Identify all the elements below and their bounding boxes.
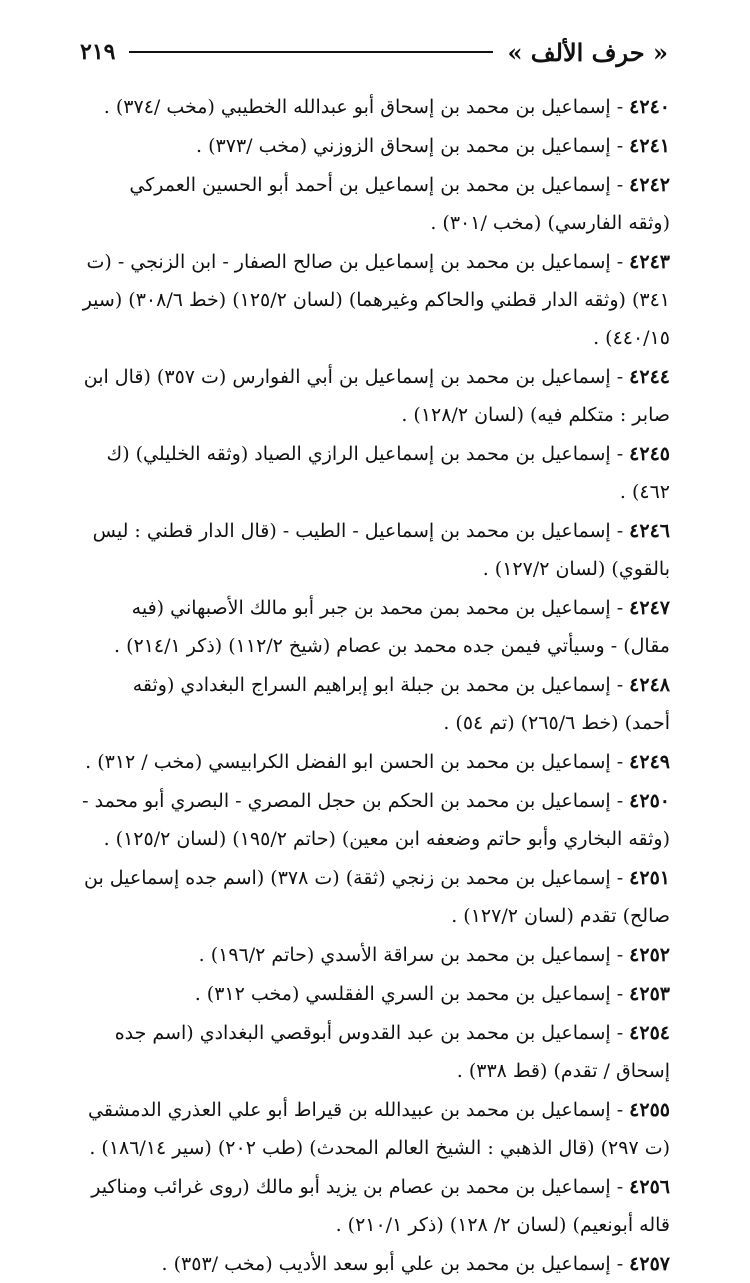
entry-text: - إسماعيل بن محمد بن إسحاق أبو عبدالله الخطيبي (مخب /٣٧٤) .	[103, 96, 624, 118]
entry	[82, 166, 670, 242]
entry	[82, 358, 670, 434]
entry	[82, 936, 670, 974]
entry	[82, 589, 670, 665]
entry-text: - إسماعيل بن محمد بمن محمد بن جبر أبو مالك الأصبهاني (فيه مقال) - وسيأتي فيمن جده محمد بن عصام (شيخ ١١٢/٢) (ذكر ٢١٤/١) .	[114, 597, 670, 657]
entry-text: - إسماعيل بن محمد بن علي أبو سعد الأديب (مخب /٣٥٣) .	[161, 1253, 624, 1275]
entry	[82, 512, 670, 588]
entry-number: ٤٢٥٦	[629, 1176, 670, 1198]
entry	[82, 88, 670, 126]
entry	[82, 127, 670, 165]
entry-number: ٤٢٥٣	[629, 983, 670, 1005]
header-rule	[129, 51, 493, 53]
entry	[82, 1091, 670, 1167]
entry-number: ٤٢٤٦	[629, 520, 670, 542]
entry-text: - إسماعيل بن محمد بن عبيدالله بن قيراط أبو علي العذري الدمشقي (ت ٢٩٧) (قال الذهبي : الشيخ العالم المحدث) (طب ٢٠٢) (سير ١٨٦/١٤) .	[88, 1099, 670, 1159]
entry-text: - إسماعيل بن محمد بن عبد القدوس أبوقصي البغدادي (اسم جده إسحاق / تقدم) (قط ٣٣٨) .	[114, 1022, 670, 1082]
entry	[82, 782, 670, 858]
entry-number: ٤٢٤٧	[629, 597, 670, 619]
entry-text: - إسماعيل بن محمد بن زنجي (ثقة) (ت ٣٧٨) (اسم جده إسماعيل بن صالح) تقدم (لسان ١٢٧/٢) .	[84, 867, 670, 927]
entry	[82, 243, 670, 357]
running-title: « حرف الألف »	[507, 37, 668, 67]
entry	[82, 859, 670, 935]
entry	[82, 1168, 670, 1244]
entry-number: ٤٢٤٨	[629, 674, 670, 696]
entry-number: ٤٢٤٩	[629, 751, 670, 773]
entry-text: - إسماعيل بن محمد بن إسماعيل بن أبي الفوارس (ت ٣٥٧) (قال ابن صابر : متكلم فيه) (لسان ١٢٨/٢) .	[83, 366, 670, 426]
entry-text: - إسماعيل بن محمد بن إسحاق الزوزني (مخب /٣٧٣) .	[196, 135, 624, 157]
entry-text: - إسماعيل بن محمد بن جبلة ابو إبراهيم السراج البغدادي (وثقه أحمد) (خط ٢٦٥/٦) (تم ٥٤) .	[132, 674, 670, 734]
entry	[82, 1245, 670, 1283]
entry-number: ٤٢٤١	[629, 135, 670, 157]
entry-text: - إسماعيل بن محمد بن الحكم بن حجل المصري - البصري أبو محمد - (وثقه البخاري وأبو حاتم وضعفه ابن معين) (حاتم ١٩٥/٢) (لسان ١٢٥/٢) .	[82, 790, 670, 850]
entry-number: ٤٢٤٤	[629, 366, 670, 388]
entry-text: - إسماعيل بن محمد بن عصام بن يزيد أبو مالك (روى غرائب ومناكير قاله أبونعيم) (لسان ٢/ ١٢٨) (ذكر ٢١٠/١) .	[91, 1176, 670, 1236]
entry-number: ٤٢٥١	[629, 867, 670, 889]
entry-text: - إسماعيل بن محمد بن إسماعيل الرازي الصياد (وثقه الخليلي) (ك ٤٦٢) .	[106, 443, 670, 503]
entry-number: ٤٢٤٥	[629, 443, 670, 465]
entry-number: ٤٢٥٢	[629, 944, 670, 966]
entry-text: - إسماعيل بن محمد بن إسماعيل بن أحمد أبو الحسين العمركي (وثقه الفارسي) (مخب /٣٠١) .	[129, 174, 670, 234]
entry-number: ٤٢٥٧	[629, 1253, 670, 1275]
page-header	[80, 34, 668, 70]
entry-text: - إسماعيل بن محمد بن إسماعيل بن صالح الصفار - ابن الزنجي - (ت ٣٤١) (وثقه الدار قطني والحاكم وغيرهما) (لسان ١٢٥/٢) (خط ٣٠٨/٦) (سير ٤٤٠/١٥) .	[82, 251, 670, 349]
entry-text: - إسماعيل بن محمد بن السري الفقلسي (مخب ٣١٢) .	[194, 983, 624, 1005]
entry	[82, 666, 670, 742]
entry	[82, 435, 670, 511]
entry-text: - إسماعيل بن محمد بن الحسن ابو الفضل الكرابيسي (مخب / ٣١٢) .	[85, 751, 624, 773]
entry	[82, 743, 670, 781]
entry-number: ٤٢٥٠	[629, 790, 670, 812]
entry-number: ٤٢٥٥	[629, 1099, 670, 1121]
entry-text: - إسماعيل بن محمد بن سراقة الأسدي (حاتم ١٩٦/٢) .	[198, 944, 624, 966]
entry-list	[82, 88, 670, 1283]
entry-text: - إسماعيل بن محمد بن إسماعيل - الطيب - (قال الدار قطني : ليس بالقوي) (لسان ١٢٧/٢) .	[92, 520, 670, 580]
entry-number: ٤٢٤٢	[629, 174, 670, 196]
entry-number: ٤٢٤٠	[629, 96, 670, 118]
entry-number: ٤٢٥٤	[629, 1022, 670, 1044]
entry	[82, 975, 670, 1013]
entry-number: ٤٢٤٣	[629, 251, 670, 273]
page-number: ٢١٩	[80, 39, 116, 65]
